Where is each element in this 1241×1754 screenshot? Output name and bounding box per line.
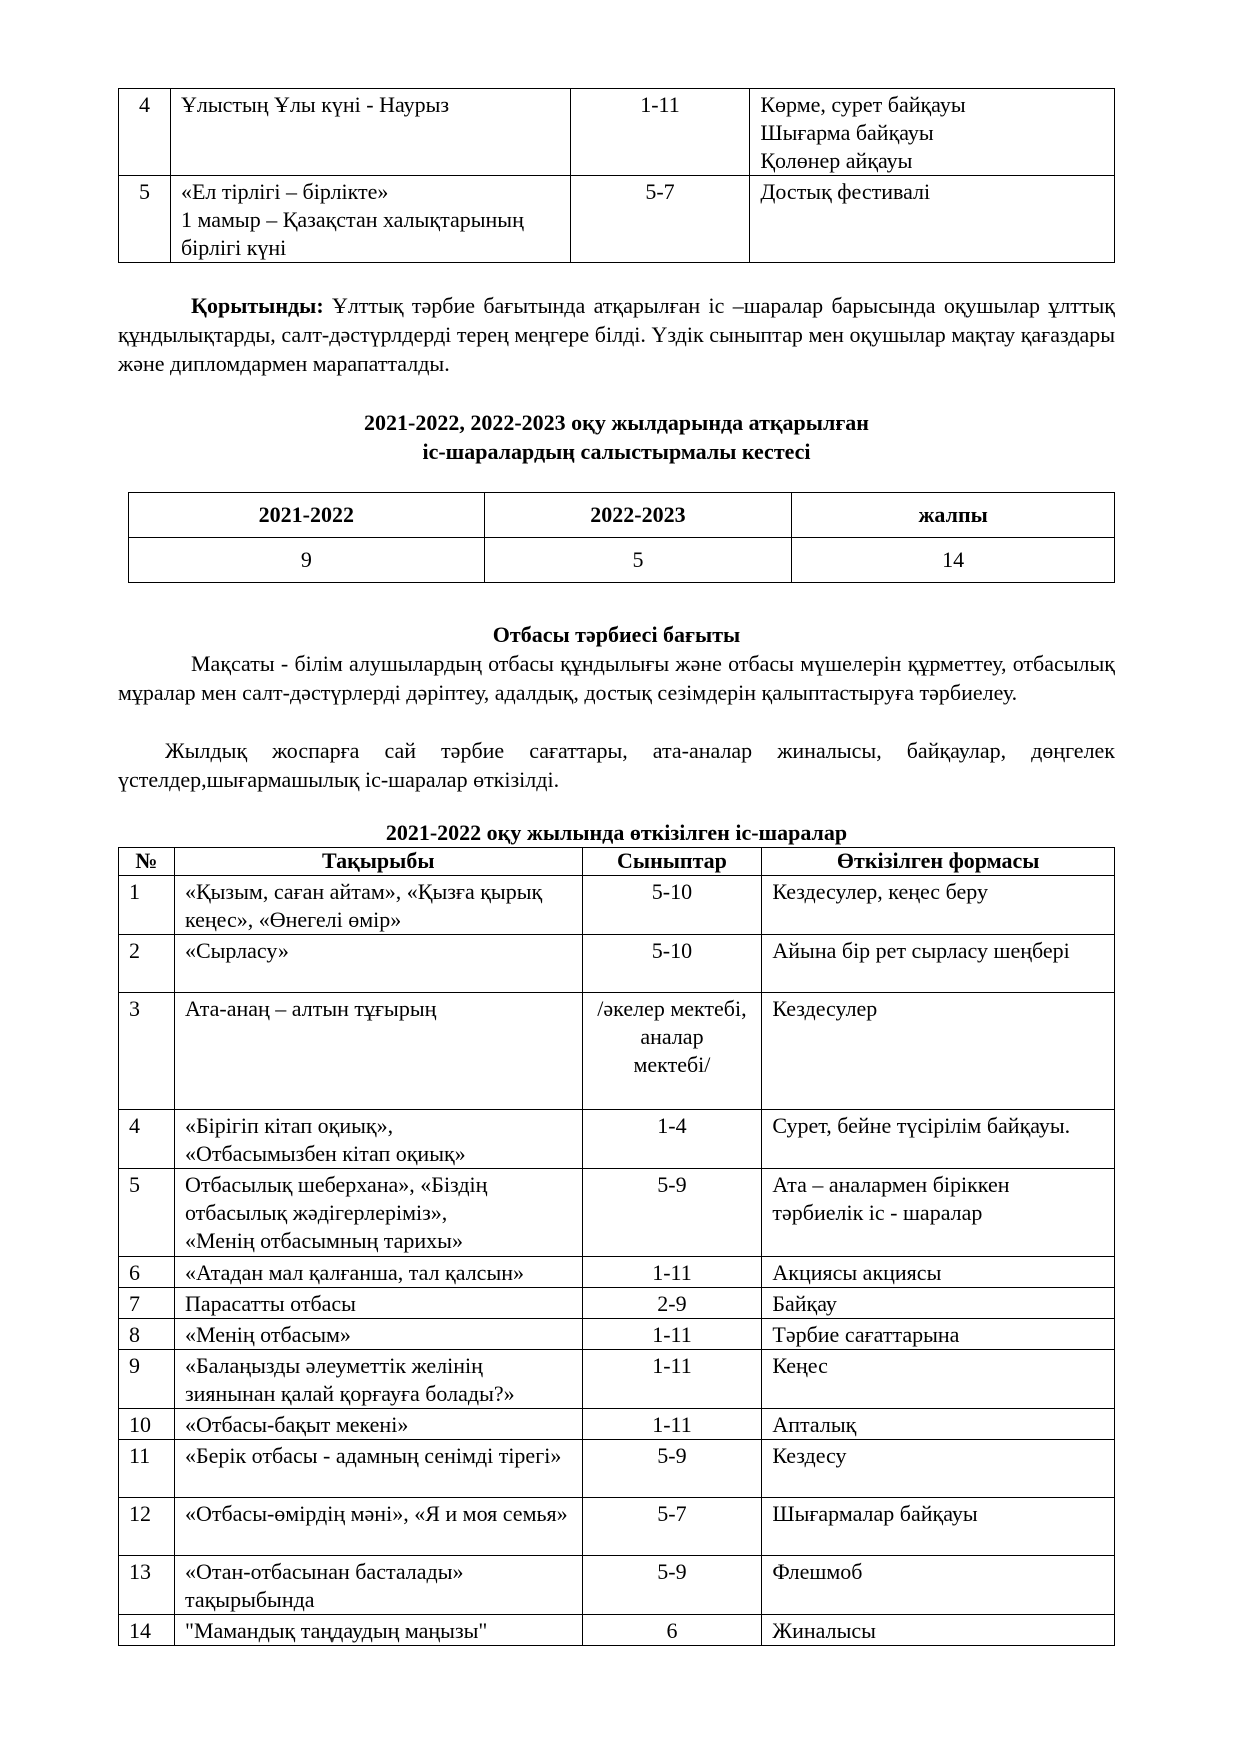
table-cell: 9 — [129, 538, 485, 583]
table-row — [119, 176, 1115, 263]
row-form: Акциясы акциясы — [762, 1257, 1115, 1288]
row-number: 8 — [119, 1319, 175, 1350]
row-number: 3 — [119, 993, 175, 1110]
row-grades: 1-11 — [582, 1409, 762, 1440]
table-row — [119, 1498, 1115, 1556]
table-row — [119, 993, 1115, 1110]
row-topic: «Бірігіп кітап оқиық», «Отбасымызбен кітап оқиық» — [174, 1110, 582, 1169]
row-form: Кездесу — [762, 1440, 1115, 1498]
row-topic: «Менің отбасым» — [174, 1319, 582, 1350]
row-number: 11 — [119, 1440, 175, 1498]
row-form: Ата – аналармен біріккен тәрбиелік іс - шаралар — [762, 1169, 1115, 1257]
comparison-title — [118, 408, 1115, 466]
row-grades: 6 — [582, 1615, 762, 1646]
conclusion-paragraph — [118, 291, 1115, 378]
table-row — [119, 1169, 1115, 1257]
table-row — [119, 1257, 1115, 1288]
row-form: Шығармалар байқауы — [762, 1498, 1115, 1556]
row-topic: Ұлыстың Ұлы күні - Наурыз — [170, 89, 570, 176]
column-header: № — [119, 848, 175, 876]
row-grades: 5-9 — [582, 1440, 762, 1498]
row-number: 10 — [119, 1409, 175, 1440]
row-grades: 5-7 — [582, 1498, 762, 1556]
table-header-row — [129, 493, 1115, 538]
row-form: Сурет, бейне түсірілім байқауы. — [762, 1110, 1115, 1169]
row-grades: 5-9 — [582, 1169, 762, 1257]
row-grades: 5-10 — [582, 876, 762, 935]
table-cell: 14 — [792, 538, 1115, 583]
row-topic: Ата-анаң – алтын тұғырың — [174, 993, 582, 1110]
row-topic: «Қызым, саған айтам», «Қызға қырық кеңес», «Өнегелі өмір» — [174, 876, 582, 935]
row-number: 6 — [119, 1257, 175, 1288]
row-topic: «Ел тірлігі – бірлікте» 1 мамыр – Қазақстан халықтарының бірлігі күні — [170, 176, 570, 263]
column-header: жалпы — [792, 493, 1115, 538]
row-topic: «Атадан мал қалғанша, тал қалсын» — [174, 1257, 582, 1288]
row-topic: «Балаңызды әлеуметтік желінің зиянынан қалай қорғауға болады?» — [174, 1350, 582, 1409]
row-number: 12 — [119, 1498, 175, 1556]
table-row — [119, 1440, 1115, 1498]
row-form: Көрме, сурет байқауы Шығарма байқауы Қолөнер айқауы — [750, 89, 1115, 176]
row-number: 5 — [119, 176, 171, 263]
table-row — [119, 1556, 1115, 1615]
events-table — [118, 847, 1115, 1646]
row-number: 5 — [119, 1169, 175, 1257]
row-topic: Отбасылық шеберхана», «Біздің отбасылық жәдігерлеріміз», «Менің отбасымның тарихы» — [174, 1169, 582, 1257]
column-header: Сыныптар — [582, 848, 762, 876]
table-cell: 5 — [484, 538, 792, 583]
row-form: Кеңес — [762, 1350, 1115, 1409]
row-number: 14 — [119, 1615, 175, 1646]
plan-paragraph: Жылдық жоспарға сай тәрбие сағаттары, ата-аналар жиналысы, байқаулар, дөңгелек үстелдер,шығармашылық іс-шаралар өткізілді. — [118, 738, 1115, 792]
row-grades: 1-11 — [582, 1319, 762, 1350]
comparison-title-line2: іс-шаралардың салыстырмалы кестесі — [422, 439, 811, 464]
row-topic: «Сырласу» — [174, 935, 582, 993]
row-grades: 1-11 — [582, 1350, 762, 1409]
row-grades: 2-9 — [582, 1288, 762, 1319]
column-header: 2022-2023 — [484, 493, 792, 538]
events-table-title: 2021-2022 оқу жылында өткізілген іс-шаралар — [385, 820, 848, 845]
column-header: Тақырыбы — [174, 848, 582, 876]
section-title: Отбасы тәрбиесі бағыты — [492, 622, 741, 647]
row-number: 13 — [119, 1556, 175, 1615]
row-form: Достық фестивалі — [750, 176, 1115, 263]
table-row — [119, 1288, 1115, 1319]
row-grades: 5-10 — [582, 935, 762, 993]
row-grades: 1-11 — [582, 1257, 762, 1288]
conclusion-text: Ұлттық тәрбие бағытында атқарылған іс –шаралар барысында оқушылар ұлттық құндылықтарды, салт-дәстүрлдерді терең меңгере білді. Үздік сыныптар мен оқушылар мақтау қағаздары және дипломдармен марапатталды. — [118, 293, 1115, 376]
row-form: Кездесулер — [762, 993, 1115, 1110]
comparison-table — [128, 492, 1115, 583]
table-header-row — [119, 848, 1115, 876]
table-row — [119, 1319, 1115, 1350]
row-number: 2 — [119, 935, 175, 993]
table-row — [129, 538, 1115, 583]
column-header: Өткізілген формасы — [762, 848, 1115, 876]
row-form: Апталық — [762, 1409, 1115, 1440]
row-topic: «Отбасы-бақыт мекені» — [174, 1409, 582, 1440]
row-grades: 1-4 — [582, 1110, 762, 1169]
table-row — [119, 1409, 1115, 1440]
row-grades: /әкелер мектебі, аналар мектебі/ — [582, 993, 762, 1110]
comparison-title-line1: 2021-2022, 2022-2023 оқу жылдарында атқарылған — [364, 410, 869, 435]
goal-paragraph: Мақсаты - білім алушылардың отбасы құндылығы және отбасы мүшелерін құрметтеу, отбасылық мұралар мен салт-дәстүрлерді дәріптеу, адалдық, достық сезімдерін қалыптастыруға тәрбиелеу. — [118, 651, 1115, 705]
activities-table-continued — [118, 88, 1115, 263]
conclusion-label: Қорытынды: — [191, 293, 324, 318]
row-topic: Парасатты отбасы — [174, 1288, 582, 1319]
row-form: Байқау — [762, 1288, 1115, 1319]
table-row — [119, 1110, 1115, 1169]
row-topic: «Отан-отбасынан басталады» тақырыбында — [174, 1556, 582, 1615]
row-number: 7 — [119, 1288, 175, 1319]
table-row — [119, 1615, 1115, 1646]
row-number: 4 — [119, 1110, 175, 1169]
row-number: 1 — [119, 876, 175, 935]
row-grades: 5-7 — [570, 176, 750, 263]
table-row — [119, 1350, 1115, 1409]
table-row — [119, 89, 1115, 176]
row-form: Айына бір рет сырласу шеңбері — [762, 935, 1115, 993]
row-number: 4 — [119, 89, 171, 176]
table-row — [119, 876, 1115, 935]
row-form: Тәрбие сағаттарына — [762, 1319, 1115, 1350]
row-number: 9 — [119, 1350, 175, 1409]
row-topic: «Берік отбасы - адамның сенімді тірегі» — [174, 1440, 582, 1498]
row-form: Жиналысы — [762, 1615, 1115, 1646]
row-form: Флешмоб — [762, 1556, 1115, 1615]
table-row — [119, 935, 1115, 993]
row-form: Кездесулер, кеңес беру — [762, 876, 1115, 935]
row-grades: 5-9 — [582, 1556, 762, 1615]
row-topic: "Мамандық таңдаудың маңызы" — [174, 1615, 582, 1646]
row-grades: 1-11 — [570, 89, 750, 176]
row-topic: «Отбасы-өмірдің мәні», «Я и моя семья» — [174, 1498, 582, 1556]
column-header: 2021-2022 — [129, 493, 485, 538]
